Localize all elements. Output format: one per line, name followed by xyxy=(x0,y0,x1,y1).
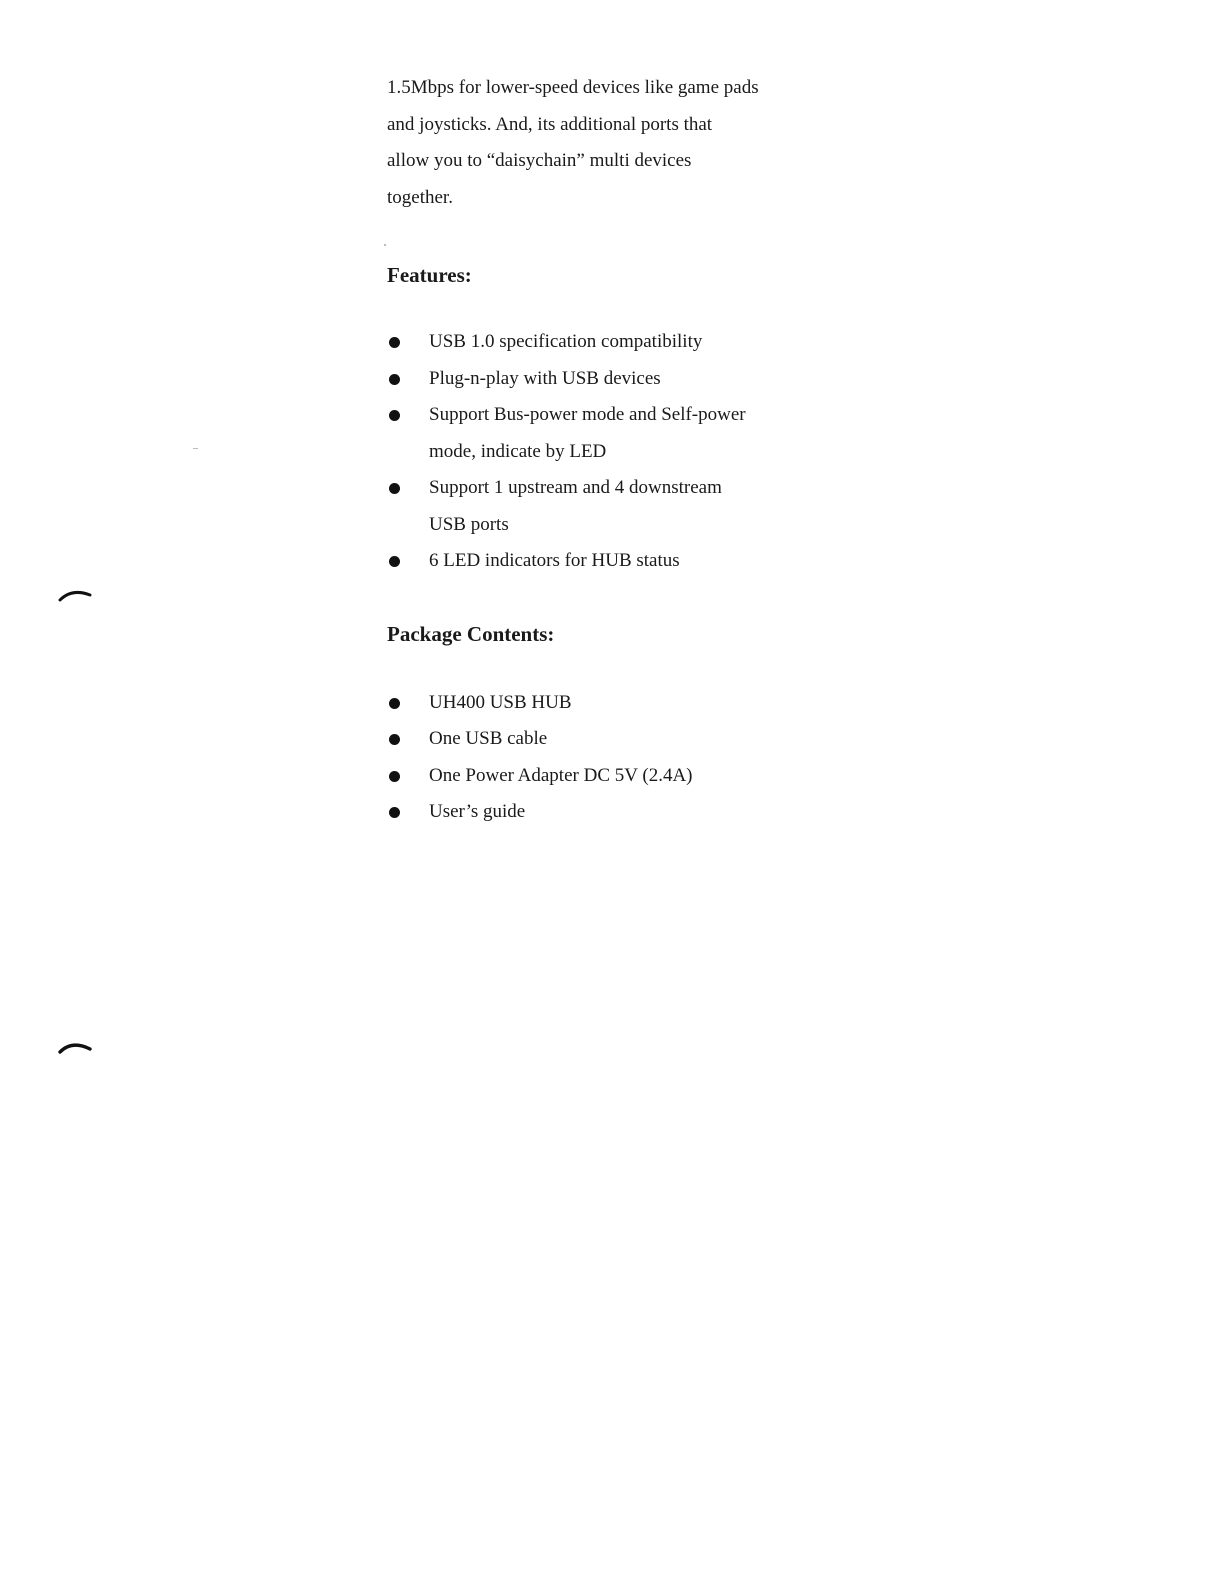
package-item xyxy=(387,685,807,722)
paragraph-line: together. xyxy=(387,186,453,208)
feature-item xyxy=(387,397,807,470)
features-heading: Features: xyxy=(387,263,472,287)
bullet-icon xyxy=(389,771,400,782)
feature-text: 6 LED indicators for HUB status xyxy=(429,550,680,571)
bullet-icon xyxy=(389,483,400,494)
paragraph-line: allow you to “daisychain” multi devices xyxy=(387,150,692,171)
package-item xyxy=(387,758,807,795)
scan-speck xyxy=(193,448,198,449)
package-contents-heading: Package Contents: xyxy=(387,621,555,646)
feature-text-continued: mode, indicate by LED xyxy=(429,440,607,462)
scan-speck xyxy=(384,244,386,246)
intro-paragraph xyxy=(387,70,807,216)
feature-text: USB 1.0 specification compatibility xyxy=(429,331,703,352)
punch-hole-mark xyxy=(58,1040,92,1054)
punch-hole-mark xyxy=(58,588,92,602)
package-item xyxy=(387,794,807,831)
page-content xyxy=(387,70,807,831)
bullet-icon xyxy=(389,337,400,348)
package-item-text: User’s guide xyxy=(429,801,526,822)
package-item-text: One Power Adapter DC 5V (2.4A) xyxy=(429,764,693,786)
package-contents-list xyxy=(387,685,807,831)
paragraph-line: 1.5Mbps for lower-speed devices like game pads xyxy=(387,77,759,98)
paragraph-line: and joysticks. And, its additional ports that xyxy=(387,113,713,135)
feature-item xyxy=(387,543,807,580)
bullet-icon xyxy=(389,807,400,818)
bullet-icon xyxy=(389,698,400,709)
bullet-icon xyxy=(389,410,400,421)
feature-item xyxy=(387,470,807,543)
feature-text: Plug-n-play with USB devices xyxy=(429,367,661,389)
feature-item xyxy=(387,324,807,361)
package-item-text: One USB cable xyxy=(429,728,548,749)
feature-item xyxy=(387,361,807,398)
feature-text: Support Bus-power mode and Self-power xyxy=(429,404,746,425)
package-item xyxy=(387,721,807,758)
bullet-icon xyxy=(389,374,400,385)
bullet-icon xyxy=(389,734,400,745)
feature-text-continued: USB ports xyxy=(429,513,509,535)
package-item-text: UH400 USB HUB xyxy=(429,691,572,713)
features-list xyxy=(387,324,807,580)
feature-text: Support 1 upstream and 4 downstream xyxy=(429,477,722,498)
bullet-icon xyxy=(389,556,400,567)
